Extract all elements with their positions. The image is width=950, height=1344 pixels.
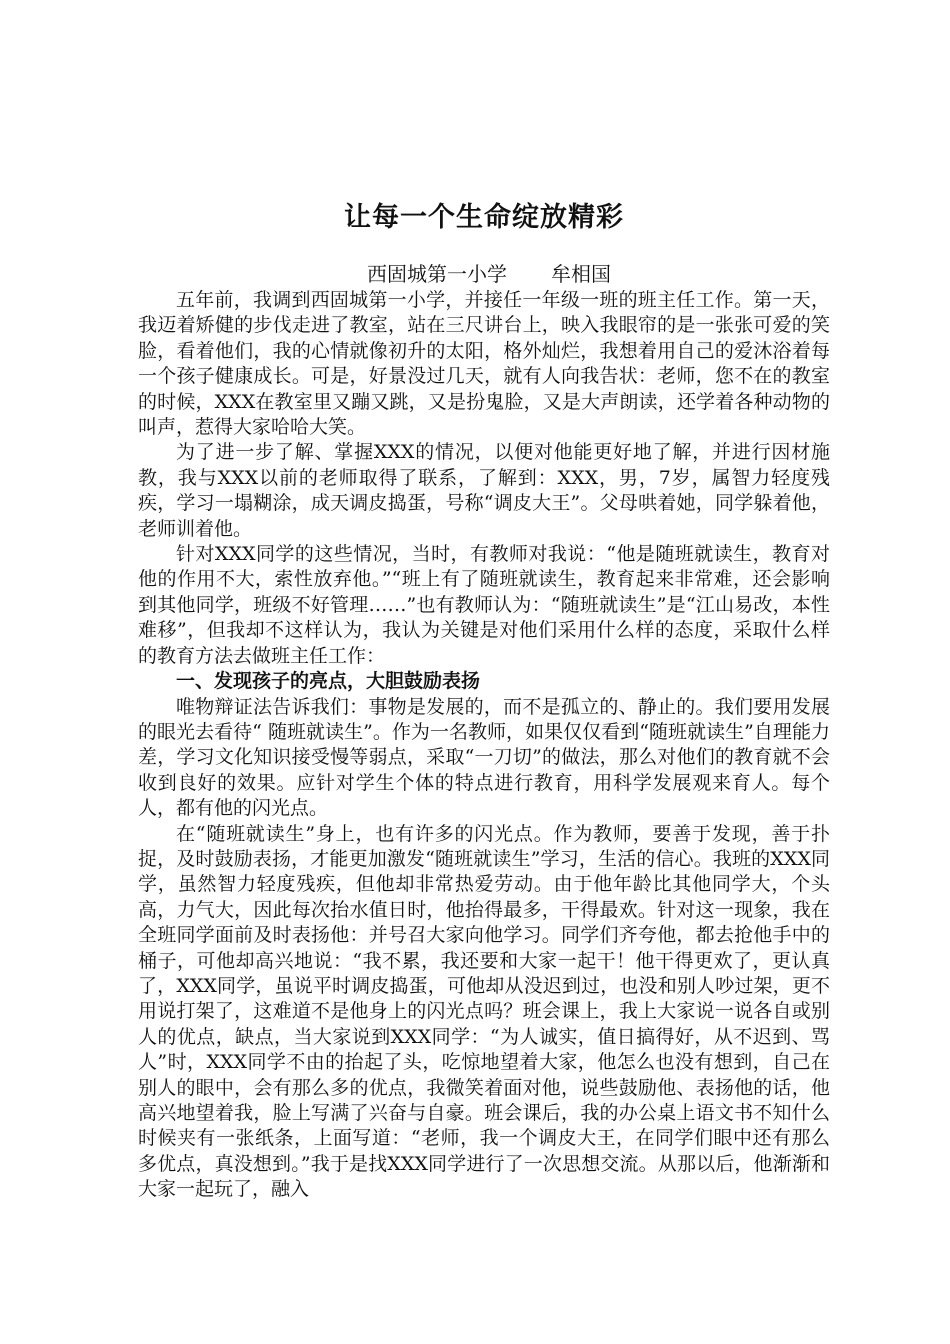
author-line [138,260,830,288]
paragraph-2: 为了进一步了解、掌握XXX的情况，以便对他能更好地了解，并进行因材施教，我与XXX以前的老师取得了联系，了解到：XXX，男，7岁，属智力轻度残疾，学习一塌糊涂，成天调皮捣蛋，号称“调皮大王”。父母哄着她，同学躲着他，老师训着他。 [138,441,830,540]
author-school: 西固城第一小学 [367,262,507,286]
page-title: 让每一个生命绽放精彩 [344,202,624,233]
paragraph-1: 五年前，我调到西固城第一小学，并接任一年级一班的班主任工作。第一天，我迈着矫健的步伐走进了教室，站在三尺讲台上，映入我眼帘的是一张张可爱的笑脸，看着他们，我的心情就像初升的太阳，格外灿烂，我想着用自己的爱沐浴着每一个孩子健康成长。可是，好景没过几天，就有人向我告状：老师，您不在的教室的时候，XXX在教室里又蹦又跳，又是扮鬼脸，又是大声朗读，还学着各种动物的叫声，惹得大家哈哈大笑。 [138,289,830,439]
paragraph-5: 在“随班就读生”身上，也有许多的闪光点。作为教师，要善于发现，善于扑捉，及时鼓励表扬，才能更加激发“随班就读生”学习，生活的信心。我班的XXX同学，虽然智力轻度残疾，但他却非常热爱劳动。由于他年龄比其他同学大，个头高，力气大，因此每次抬水值日时，他抬得最多，干得最欢。针对这一现象，我在全班同学面前及时表扬他：并号召大家向他学习。同学们齐夸他，都去抢他手中的桶子，可他却高兴地说：“我不累，我还要和大家一起干！他干得更欢了，更认真了，XXX同学，虽说平时调皮捣蛋，可他却从没迟到过，也没和别人吵过架，更不用说打架了，这难道不是他身上的闪光点吗？班会课上，我上大家说一说各自或别人的优点，缺点，当大家说到XXX同学：“为人诚实，值日搞得好，从不迟到、骂人”时，XXX同学不由的抬起了头，吃惊地望着大家，他怎么也没有想到，自己在别人的眼中，会有那么多的优点，我微笑着面对他，说些鼓励他、表扬他的话，他高兴地望着我，脸上写满了兴奋与自豪。班会课后，我的办公桌上语文书不知什么时候夹有一张纸条，上面写道：“老师，我一个调皮大王，在同学们眼中还有那么多优点，真没想到。”我于是找XXX同学进行了一次思想交流。从那以后，他渐渐和大家一起玩了，融入 [138,822,830,1201]
paragraph-3: 针对XXX同学的这些情况，当时，有教师对我说：“他是随班就读生，教育对他的作用不大，索性放弃他。”“班上有了随班就读生，教育起来非常难，还会影响到其他同学，班级不好管理……”也有教师认为：“随班就读生”是“江山易改，本性难移”，但我却不这样认为，我认为关键是对他们采用什么样的态度，采取什么样的教育方法去做班主任工作： [138,543,830,667]
section-heading-1: 一、发现孩子的亮点，大胆鼓励表扬 [176,670,481,693]
author-name: 牟相国 [551,262,611,286]
document-body [138,288,830,1203]
document-page [138,198,830,1203]
paragraph-4: 唯物辩证法告诉我们：事物是发展的，而不是孤立的、静止的。我们要用发展的眼光去看待“ 随班就读生”。作为一名教师，如果仅仅看到“随班就读生”自理能力差，学习文化知识接受慢等弱点，采取“一刀切”的做法，那么对他们的教育就不会收到良好的效果。应针对学生个体的特点进行教育，用科学发展观来育人。每个人，都有他的闪光点。 [138,695,830,820]
